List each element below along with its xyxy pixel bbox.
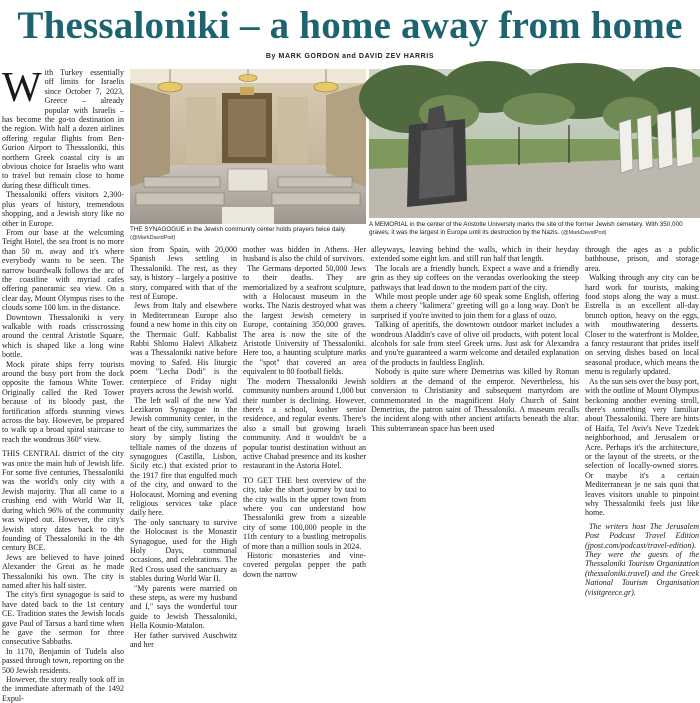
paragraph: Walking through any city can be hard work for tourists, making food stops along the way a must. Estrella is an excellent all-day brunch option, heavy on the eggs, with mouthwatering desserts. Closer to the waterfront is Moldee, a fancy restaurant that prides itself on serving dishes based on local seasonal produce, which means the menu is regularly updated. [585,273,699,377]
paragraph: The only sanctuary to survive the Holocaust is the Monastir Synagogue, used for the High Holy Days, communal occasions, and celebrations. The Red Cross used the sanctuary as stables during World War II. [130,517,237,584]
paragraph: Mock pirate ships ferry tourists around the busy port from the dock opposite the famous White Tower. Originally called the Red Tower because of its bloody past, the fortification affords stunning views across the bay. However, be prepared to walk up a broad spiral staircase to reach the wondrous 360° view. [2,359,124,444]
article-column-1 [2,65,124,703]
paragraph: Nobody is quite sure where Demetrius was killed by Roman soldiers at the demand of the emperor. Nevertheless, his conversion to Christianity and subsequent martyrdom are commemorated in the magnificent Holy Church of Saint Demetrius, the patron saint of Thessaloniki. A museum recalls the incident along with other ancient artifacts beneath the altar. This subterranean space has been used [371,367,579,433]
paragraph: As the sun sets over the busy port, with the outline of Mount Olympus beckoning another evening stroll, there's something very familiar about Thessaloniki. There are hints of Haifa, Tel Aviv's Neve Tzedek neighborhood, and Jerusalem or Acre. Perhaps it's the architecture, or the layout of the streets, or the selection of locally-owned stores. Or maybe it's a certain Mediterranean je ne sais quoi that leaves visitors unable to pinpoint why Thessaloniki feels just like home. [585,376,699,518]
synagogue-photo [130,69,366,224]
caption-text: A MEMORIAL in the center of the Aristotle University marks the site of the former Jewish cemetery. With 350,000 graves, it was the largest in Europe until its destruction by the Nazis. [369,221,683,236]
memorial-photo-caption [369,221,700,237]
paragraph: The Germans deported 50,000 Jews to their deaths. They are memorialized by a seafront sculpture, with a Holocaust museum in the works. The Nazis destroyed what was the largest Jewish cemetery in Europe, containing 350,000 graves. The area is now the site of the Aristotle University of Thessaloniki. Here too, a haunting sculpture marks the "spot" that covered an area equivalent to 80 football fields. [243,263,366,377]
paragraph: While most people under age 60 speak some English, offering them a cheery "kalimera" greeting will go a long way. Don't be surprised if you're invited to join them for a glass of ouzo. [371,292,579,320]
synagogue-illustration [130,69,366,224]
paragraph: Thessaloniki offers visitors 2,300-plus years of history, tremendous shopping, and a Jewish story like no other in Europe. [2,190,124,228]
paragraph: sion from Spain, with 20,000 Spanish Jews settling in Thessaloniki. The rest, as they say, is history – largely a positive story, compared with that of the rest of Europe. [130,245,237,302]
author-credits: The writers host The Jerusalem Post Podcast Travel Edition (jpost.com/podcast/travel-edition). They were the guests of the Thessaloniki Tourism Organization (thessaloniki.travel) and the Greek National Tourism Organisation (visitgreece.gr). [585,521,699,597]
memorial-photo [369,69,700,218]
memorial-illustration [369,69,700,218]
article-column-3 [243,245,366,579]
paragraph: Downtown Thessaloniki is very walkable with roads crisscrossing around the central Aristotle Square, which is shaped like a long wine bottle. [2,312,124,360]
caption-text: THE SYNAGOGUE in the Jewish community center holds prayers twice daily. [130,226,347,233]
article-column-2 [130,245,237,650]
byline: By MARK GORDON and DAVID ZEV HARRIS [265,53,435,60]
photo-credit: (@MarkDavidPod) [130,234,176,241]
article-column-4 [371,245,579,535]
photo-credit: (@MarkDavidPod) [561,229,607,236]
synagogue-photo-caption [130,226,366,242]
article-column-5 [585,245,699,597]
paragraph: Historic monasteries and vine-covered pergolas pepper the path down the narrow [243,551,366,579]
paragraph: Jews from Italy and elsewhere in Mediterranean Europe also found a new home in this city on the Thermaic Gulf. Kabbalist Rabbi Shlomo Halevi Alkabetz was a Thessaloniki native before moving to Safed. His liturgic poem "Lecha Dodi" is the centerpiece of Friday night prayers across the Jewish world. [130,301,237,396]
paragraph: TO GET THE best overview of the city, take the short journey by taxi to the city walls in the upper town from where you can understand how Thessaloniki grew from a sizeable city of some 100,000 people in the 11th century to a bustling metropolis of more than a million souls in 2024. [243,475,366,551]
paragraph: through the ages as a public bathhouse, prison, and storage area. [585,245,699,273]
headline: Thessaloniki – a home away from home [17,4,683,47]
paragraph: The city's first synagogue is said to have dated back to the 1st century CE. Tradition states the Jewish locals gave Paul of Tarsus a hard time when he gave the sermon for three consecutive Sabbaths. [2,590,124,647]
paragraph: The locals are a friendly bunch. Expect a wave and a friendly grin as they sip coffees on the verandas overlooking the steep pathways that lead down to the modern part of the city. [371,263,579,292]
paragraph: Jews are believed to have joined Alexander the Great as he made Thessaloniki his own. The city is named after his half sister. [2,552,124,590]
paragraph: Her father survived Auschwitz and her [130,630,237,650]
paragraph: The modern Thessaloniki Jewish community numbers around 1,000 but their number is declining. However, there's a school, kosher senior residence, and regular events. There's also a small but growing Israeli community. And it wouldn't be a popular tourist destination without an active Chabad presence and its kosher restaurant in the Astoria Hotel. [243,376,366,471]
paragraph: THIS CENTRAL district of the city was once the main hub of Jewish life. For some five centuries, Thessaloniki was the world's only city with a Jewish majority. That all came to a crushing end with World War II, during which 96% of the community was wiped out. However, the city's Jewish story dates back to the founding of Thessaloniki in the 4th century BCE. [2,449,124,553]
drop-cap: W [2,65,42,111]
paragraph: ith Turkey essentially off limits for Israelis since October 7, 2023, Greece – already popular with Israelis – has become the go-to destination in the region. With half a dozen airlines offering regular flights from Ben-Gurion Airport to Thessaloniki, this northern Greek coastal city is an obvious choice for Israelis who want to travel but remain close to home during these difficult times. [2,68,124,190]
paragraph: mother was hidden in Athens. Her husband is also the child of survivors. [243,245,366,264]
paragraph: From our base at the welcoming Teight Hotel, the sea front is no more than 50 m. away and it's where everybody wants to be seen. The narrow boardwalk follows the arc of the coastline with myriad cafes offering panoramic sea view. On a clear day, Mount Olympus rises to the clouds some 100 km. in the distance. [2,227,124,313]
paragraph: "My parents were married on these steps, as were my husband and I," says the wonderful tour guide to Jewish Thessaloniki, Hella Kounio-Matalon. [130,583,237,631]
paragraph: In 1170, Benjamin of Tudela also passed through town, reporting on the 500 Jewish residents. [2,646,124,675]
paragraph: The left wall of the new Yad Lezikaron Synagogue in the Jewish community center, in the heart of the city, summarizes the story by simply listing the telltale names of the dozens of synagogues (Castilla, Lisbon, Sicily etc.) that existed prior to the 1917 fire that engulfed much of the city, and onward to the Holocaust. Morning and evening religious services take place daily here. [130,395,237,518]
paragraph: However, the story really took off in the immediate aftermath of the 1492 Expul- [2,675,124,703]
paragraph: Talking of aperitifs, the downtown outdoor market includes a wondrous Aladdin's cave of olive oil products, with potent local alcohols for sale from steel Greek urns. Just ask for Alexandra and you're guaranteed a warm welcome and detailed explanation of the products in faultless English. [371,320,579,367]
paragraph: alleyways, leaving behind the walls, which in their heyday extended some eight km. and still run half that length. [371,245,579,264]
